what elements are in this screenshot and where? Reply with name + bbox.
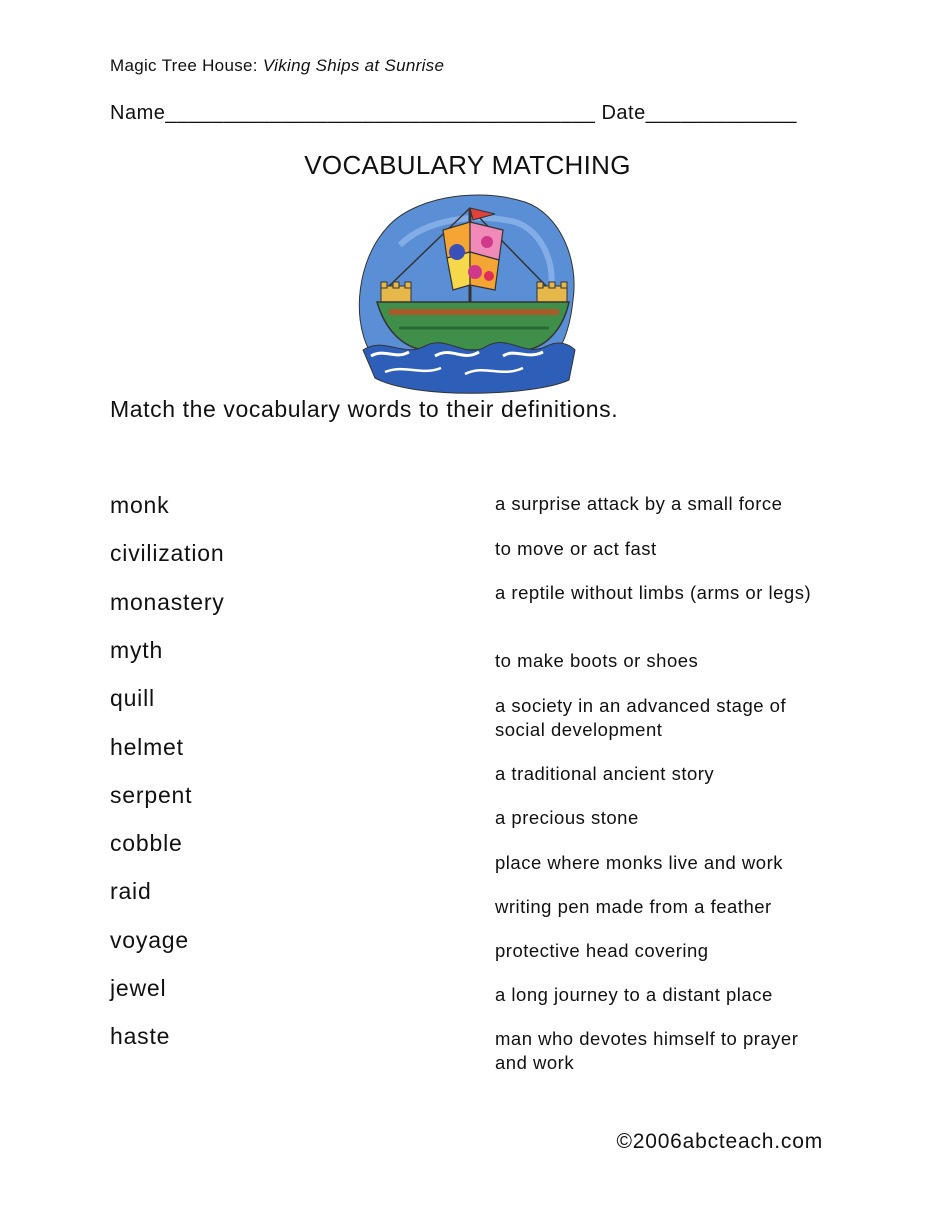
word-item: civilization (110, 540, 225, 566)
definition-item: a reptile without limbs (arms or legs) (495, 582, 812, 603)
word-item: raid (110, 878, 152, 904)
word-item: serpent (110, 782, 193, 808)
definition-item: a long journey to a distant place (495, 984, 773, 1005)
definition-item: to move or act fast (495, 538, 657, 559)
definition-item: writing pen made from a feather (495, 896, 772, 917)
word-item: myth (110, 637, 164, 663)
word-item: jewel (110, 975, 167, 1001)
name-label: Name (110, 102, 166, 124)
word-item: cobble (110, 830, 183, 856)
book-title: Viking Ships at Sunrise (262, 56, 445, 75)
definition-item: a traditional ancient story (495, 763, 715, 784)
series-label: Magic Tree House: (110, 56, 258, 75)
definition-item: a precious stone (495, 807, 639, 828)
word-item: monastery (110, 589, 225, 615)
word-item: haste (110, 1023, 171, 1049)
definition-item: place where monks live and work (495, 852, 783, 873)
word-item: monk (110, 492, 170, 518)
viking-ship-icon (355, 190, 577, 396)
instructions: Match the vocabulary words to their definitions. (110, 396, 619, 422)
header-line (110, 56, 444, 76)
name-date-row (110, 102, 797, 125)
name-line[interactable]: _____________________________________ (165, 102, 596, 124)
definition-item: a society in an advanced stage of social development (495, 695, 787, 740)
date-line[interactable]: _____________ (645, 102, 797, 124)
definition-item: to make boots or shoes (495, 650, 699, 671)
page-title: VOCABULARY MATCHING (304, 150, 631, 180)
definition-item: protective head covering (495, 940, 709, 961)
definition-item: man who devotes himself to prayer and work (495, 1028, 799, 1073)
word-item: voyage (110, 927, 189, 953)
word-item: helmet (110, 734, 184, 760)
copyright: ©2006abcteach.com (616, 1130, 823, 1153)
word-item: quill (110, 685, 155, 711)
date-label: Date (601, 102, 646, 124)
definition-item: a surprise attack by a small force (495, 493, 783, 514)
